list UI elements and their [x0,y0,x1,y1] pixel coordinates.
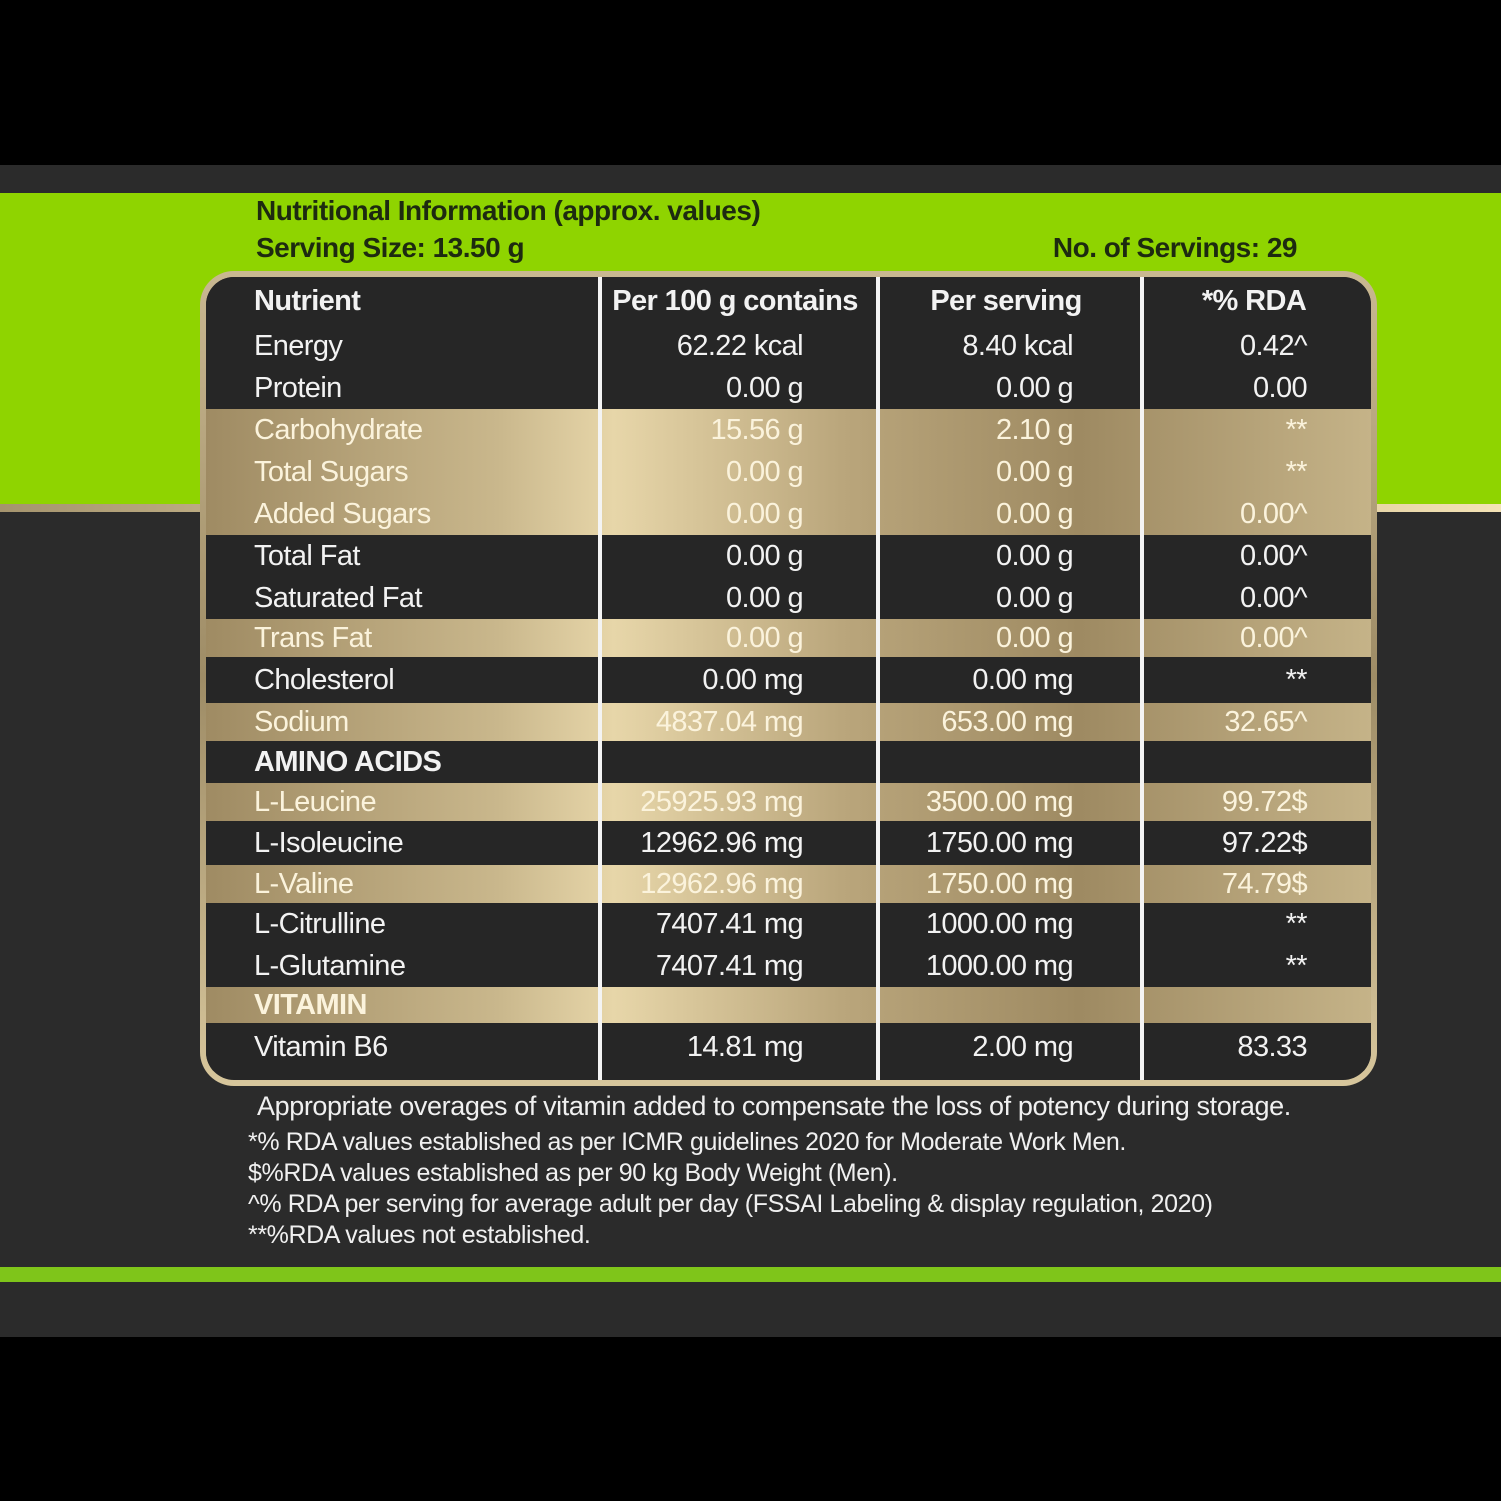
nutrient-name: L-Leucine [254,785,376,818]
per-100g-value: 0.00 mg [702,663,803,696]
per-100g-value: 25925.93 mg [640,785,803,818]
table-row [206,451,1371,493]
table-row [206,865,1371,903]
per-100g-value: 62.22 kcal [676,329,803,362]
per-100g-value: 0.00 g [725,581,803,614]
table-row [206,367,1371,409]
table-row [206,821,1371,865]
rda-value: 0.00^ [1239,497,1307,530]
header-per100: Per 100 g contains [612,284,858,317]
section-row [206,987,1371,1023]
nutrient-name: Carbohydrate [254,413,423,446]
label-panel [0,165,1501,1337]
rda-value: 0.42^ [1239,329,1307,362]
per-100g-value: 4837.04 mg [655,705,803,738]
per-serving-value: 8.40 kcal [962,329,1073,362]
nutrient-name: L-Glutamine [254,949,406,982]
nutrient-name: Cholesterol [254,663,395,696]
table-row [206,535,1371,577]
per-serving-value: 3500.00 mg [925,785,1073,818]
nutrient-name: L-Isoleucine [254,826,404,859]
rda-value: ** [1285,455,1307,488]
table-row [206,657,1371,703]
rda-value: 0.00 [1252,371,1307,404]
per-100g-value: 0.00 g [725,497,803,530]
per-100g-value: 7407.41 mg [655,949,803,982]
per-serving-value: 1000.00 mg [925,907,1073,940]
per-serving-value: 0.00 mg [972,663,1073,696]
per-100g-value: 0.00 g [725,455,803,488]
nutrient-name: Total Sugars [254,455,408,488]
table-row [206,325,1371,367]
header-rda: *% RDA [1201,284,1307,317]
rda-value: 97.22$ [1221,826,1307,859]
per-100g-value: 15.56 g [710,413,803,446]
column-divider [1140,277,1144,1080]
per-serving-value: 1000.00 mg [925,949,1073,982]
nutrient-name: L-Citrulline [254,907,386,940]
nutrition-title: Nutritional Information (approx. values) [256,195,761,226]
table-row [206,783,1371,821]
table-row [206,945,1371,987]
footnote-overages: Appropriate overages of vitamin added to compensate the loss of potency during storage. [257,1091,1291,1121]
footnote-not-established: **%RDA values not established. [248,1221,591,1249]
nutrient-name: L-Valine [254,867,354,900]
footnote-bodyweight: $%RDA values established as per 90 kg Body Weight (Men). [248,1159,898,1187]
nutrient-name: Energy [254,329,343,362]
rda-value: ** [1285,949,1307,982]
nutrient-name: Vitamin B6 [254,1030,388,1063]
per-serving-value: 0.00 g [995,371,1073,404]
table-row [206,703,1371,741]
table-header-row [206,277,1371,325]
per-serving-value: 0.00 g [995,455,1073,488]
per-serving-value: 2.00 mg [972,1030,1073,1063]
rda-value: 99.72$ [1221,785,1307,818]
servings-count: No. of Servings: 29 [1052,232,1297,263]
nutrient-name: VITAMIN [254,988,367,1021]
per-100g-value: 12962.96 mg [640,867,803,900]
column-divider [598,277,602,1080]
nutrient-name: AMINO ACIDS [254,745,442,778]
header-per-serving: Per serving [930,284,1082,317]
rda-value: 74.79$ [1221,867,1307,900]
per-serving-value: 2.10 g [995,413,1073,446]
nutrient-name: Saturated Fat [254,581,422,614]
nutrient-name: Protein [254,371,342,404]
per-serving-value: 1750.00 mg [925,867,1073,900]
per-serving-value: 0.00 g [995,581,1073,614]
footnotes [248,1091,1291,1250]
rda-value: 32.65^ [1224,705,1307,738]
header-nutrient: Nutrient [254,284,361,317]
rda-value: 0.00^ [1239,581,1307,614]
nutrient-name: Total Fat [254,539,360,572]
section-row [206,741,1371,783]
rda-value: 83.33 [1237,1030,1307,1063]
table-row [206,409,1371,451]
table-row [206,619,1371,657]
per-100g-value: 7407.41 mg [655,907,803,940]
per-100g-value: 12962.96 mg [640,826,803,859]
rda-value: ** [1285,413,1307,446]
per-serving-value: 0.00 g [995,497,1073,530]
footnote-icmr: *% RDA values established as per ICMR guidelines 2020 for Moderate Work Men. [248,1128,1126,1156]
per-100g-value: 14.81 mg [686,1030,803,1063]
nutrient-name: Sodium [254,705,349,738]
table-row [206,577,1371,619]
table-row [206,493,1371,535]
per-serving-value: 0.00 g [995,621,1073,654]
nutrition-table [200,271,1377,1086]
per-serving-value: 1750.00 mg [925,826,1073,859]
footnote-fssai: ^% RDA per serving for average adult per day (FSSAI Labeling & display regulation, 2020) [248,1190,1213,1218]
nutrient-name: Added Sugars [254,497,431,530]
per-serving-value: 0.00 g [995,539,1073,572]
rda-value: ** [1285,663,1307,696]
per-100g-value: 0.00 g [725,621,803,654]
rda-value: ** [1285,907,1307,940]
per-serving-value: 653.00 mg [941,705,1073,738]
per-100g-value: 0.00 g [725,371,803,404]
table-row [206,903,1371,945]
rda-value: 0.00^ [1239,621,1307,654]
green-bottom-stripe [0,1267,1501,1282]
per-100g-value: 0.00 g [725,539,803,572]
nutrition-table-body [206,277,1371,1080]
table-row [206,1023,1371,1071]
column-divider [876,277,880,1080]
nutrient-name: Trans Fat [254,621,372,654]
serving-size: Serving Size: 13.50 g [256,232,525,263]
rda-value: 0.00^ [1239,539,1307,572]
